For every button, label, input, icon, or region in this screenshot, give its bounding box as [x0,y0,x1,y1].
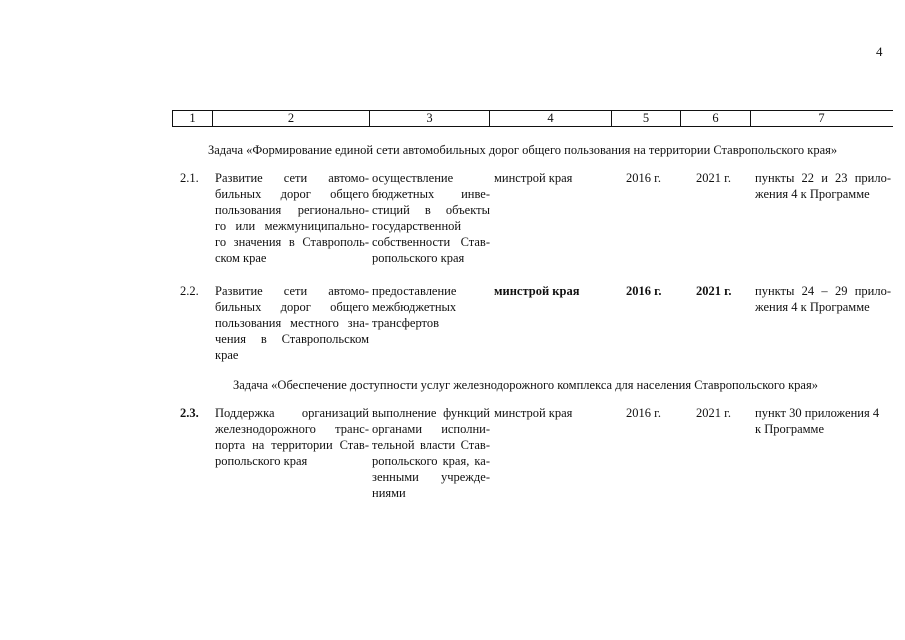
result-reference [755,405,891,437]
end-year: 2021 г. [696,284,732,298]
row-number: 2.2. [180,284,199,298]
text-line: пользования регионально- [215,203,369,217]
column-header-1: 1 [173,111,213,126]
column-header-row [172,110,893,127]
text-line: пункт 30 приложения 4 [755,406,880,420]
result-reference [755,283,891,315]
text-line: ропольского края [372,251,465,265]
start-year: 2016 г. [626,171,661,185]
text-line: Развитие сети автомо- [215,284,369,298]
text-line: предоставление [372,284,457,298]
column-header-5: 5 [612,111,681,126]
text-line: крае [215,348,239,362]
executor: минстрой края [494,171,573,185]
text-line: го или межмуниципально- [215,219,369,233]
measure-name [215,405,369,469]
text-line: ском крае [215,251,267,265]
text-line: Поддержка организаций [215,406,369,420]
page-number: 4 [876,44,883,59]
text-line: зенными учрежде- [372,470,490,484]
column-header-3: 3 [370,111,490,126]
column-header-4: 4 [490,111,612,126]
start-year: 2016 г. [626,284,662,298]
start-year: 2016 г. [626,406,661,420]
text-line: стиций в объекты [372,203,490,217]
text-line: порта на территории Став- [215,438,369,452]
text-line: жения 4 к Программе [755,187,870,201]
task-title: Задача «Формирование единой сети автомобильных дорог общего пользования на территории Ставропольского края» [208,143,838,157]
implementation-mechanism [372,283,490,331]
text-line: ропольского края, ка- [372,454,490,468]
text-line: пункты 24 – 29 прило- [755,284,891,298]
text-line: трансфертов [372,316,439,330]
column-header-2: 2 [213,111,370,126]
row-number: 2.3. [180,406,199,420]
text-line: выполнение функций [372,406,490,420]
text-line: ниями [372,486,406,500]
text-line: бюджетных инве- [372,187,490,201]
implementation-mechanism [372,170,490,266]
text-line: государственной [372,219,462,233]
measure-name [215,170,369,266]
result-reference [755,170,891,202]
text-line: ропольского края [215,454,308,468]
text-line: го значения в Ставрополь- [215,235,369,249]
text-line: Развитие сети автомо- [215,171,369,185]
text-line: пункты 22 и 23 прило- [755,171,891,185]
text-line: к Программе [755,422,825,436]
text-line: органами исполни- [372,422,490,436]
text-line: собственности Став- [372,235,490,249]
text-line: бильных дорог общего [215,187,369,201]
task-title: Задача «Обеспечение доступности услуг железнодорожного комплекса для населения Ставропольского края» [233,378,818,392]
text-line: пользования местного зна- [215,316,369,330]
text-line: бильных дорог общего [215,300,369,314]
text-line: железнодорожного транс- [215,422,369,436]
text-line: жения 4 к Программе [755,300,870,314]
text-line: осуществление [372,171,454,185]
text-line: тельной власти Став- [372,438,490,452]
end-year: 2021 г. [696,171,731,185]
measure-name [215,283,369,363]
implementation-mechanism [372,405,490,501]
text-line: чения в Ставропольском [215,332,369,346]
executor: минстрой края [494,406,573,420]
row-number: 2.1. [180,171,199,185]
column-header-7: 7 [818,111,825,125]
column-header-6: 6 [681,111,751,126]
end-year: 2021 г. [696,406,731,420]
text-line: межбюджетных [372,300,457,314]
executor: минстрой края [494,284,580,298]
